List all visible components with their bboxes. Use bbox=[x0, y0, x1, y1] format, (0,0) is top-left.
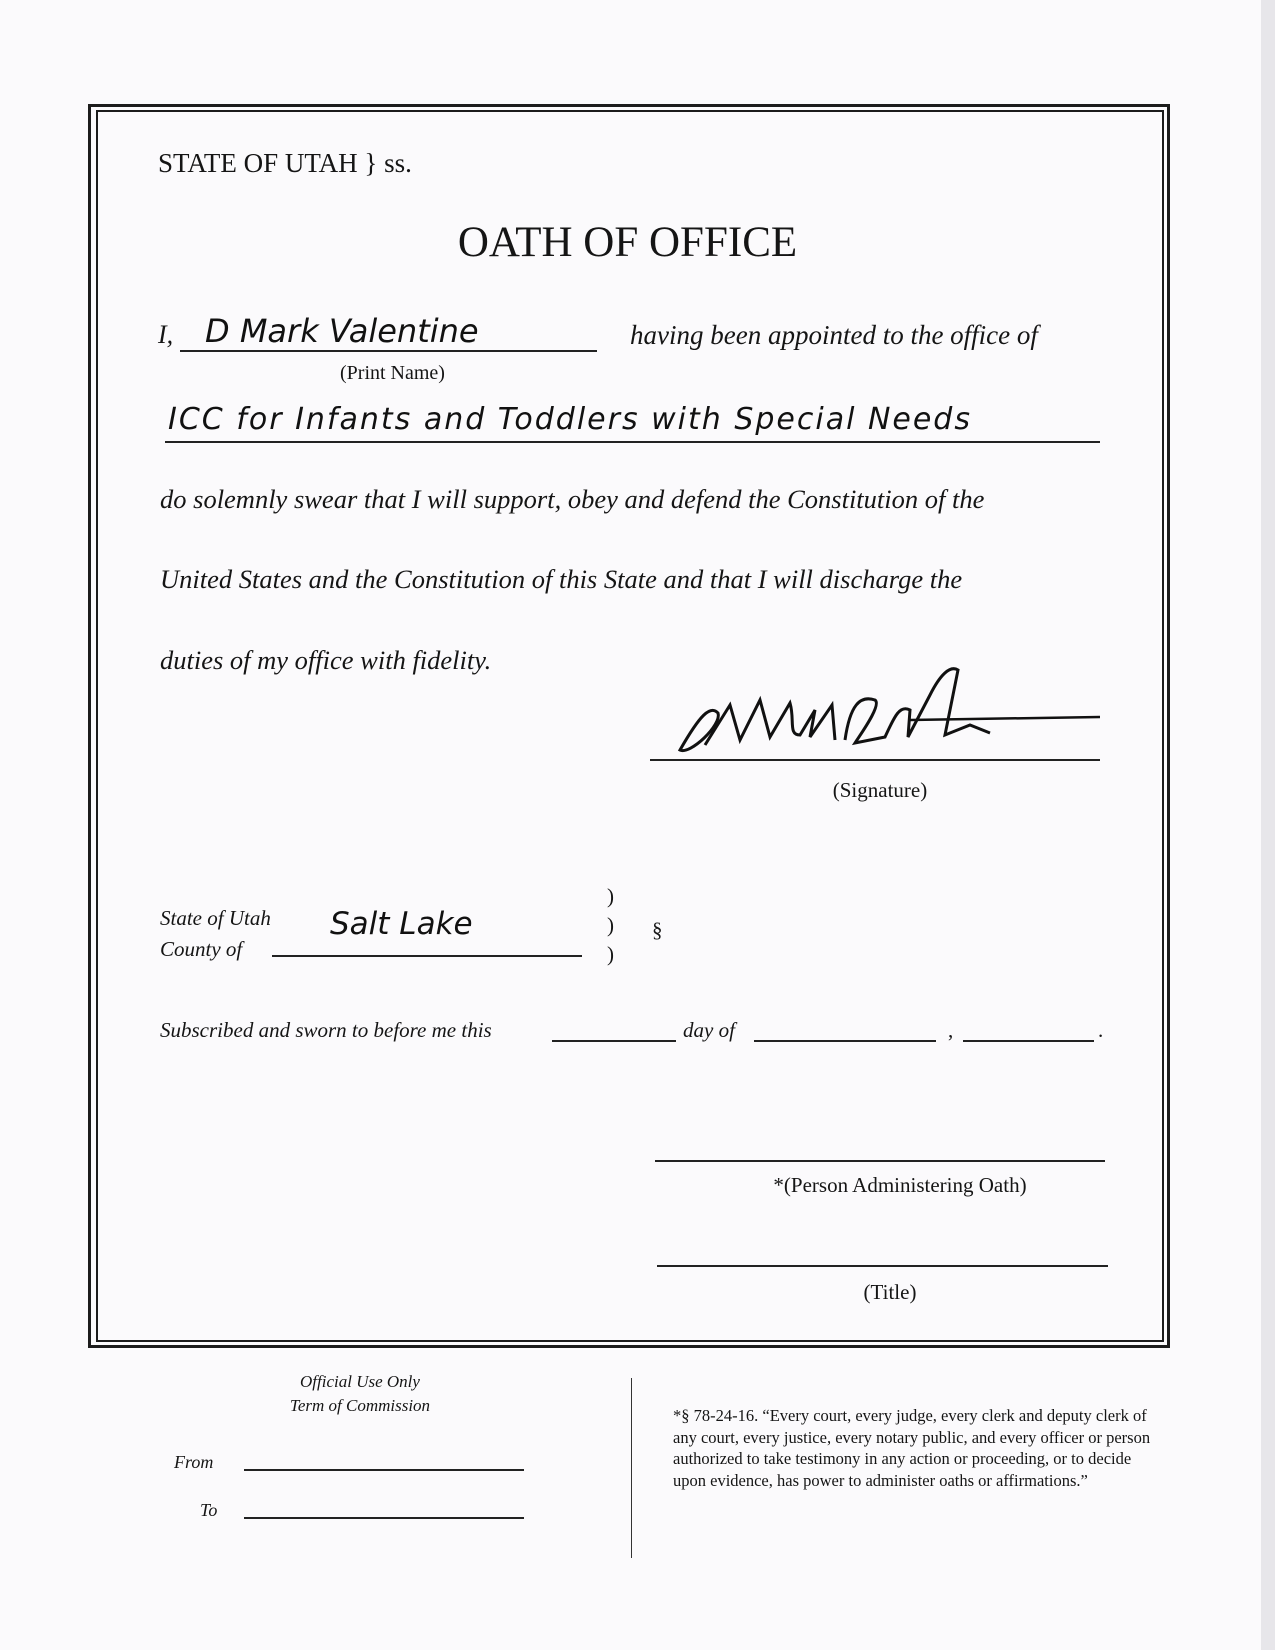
venue-paren-3: ) bbox=[607, 942, 614, 966]
office-field[interactable]: ICC for Infants and Toddlers with Special Needs bbox=[168, 402, 972, 437]
signature-text: D Mark Valentine bbox=[660, 665, 668, 666]
to-field[interactable] bbox=[244, 1517, 524, 1519]
venue-paren-2: ) bbox=[607, 913, 614, 937]
section-symbol: § bbox=[652, 918, 663, 942]
oath-text-line-1: do solemnly swear that I will support, obey and defend the Constitution of the bbox=[160, 484, 985, 514]
appointed-text: having been appointed to the office of bbox=[630, 320, 1038, 350]
print-name-line bbox=[180, 350, 597, 352]
oath-text-line-2: United States and the Constitution of this State and that I will discharge the bbox=[160, 564, 963, 594]
office-line bbox=[165, 441, 1100, 443]
statute-text: *§ 78-24-16. “Every court, every judge, every clerk and deputy clerk of any court, every justice, every notary public, and every officer or person authorized to take testimony in any action or proceeding, or to decide upon evidence, has power to administer oaths or affirmations.” bbox=[673, 1406, 1151, 1490]
date-period: . bbox=[1098, 1018, 1104, 1042]
print-name-field[interactable]: D Mark Valentine bbox=[205, 312, 479, 350]
print-name-caption: (Print Name) bbox=[340, 362, 445, 384]
official-use-label: Official Use Only bbox=[300, 1372, 420, 1391]
day-field[interactable] bbox=[552, 1040, 676, 1042]
oath-text-line-3: duties of my office with fidelity. bbox=[160, 645, 492, 675]
date-comma: , bbox=[948, 1018, 954, 1042]
from-label: From bbox=[174, 1452, 214, 1472]
venue-county-label: County of bbox=[160, 937, 243, 961]
administrator-signature-field[interactable] bbox=[655, 1160, 1105, 1162]
signature-image bbox=[660, 665, 1100, 765]
footer-divider bbox=[631, 1378, 632, 1558]
subscribed-text: Subscribed and sworn to before me this bbox=[160, 1018, 492, 1042]
day-of-label: day of bbox=[683, 1018, 735, 1042]
signature-line bbox=[650, 759, 1100, 761]
venue-paren-1: ) bbox=[607, 884, 614, 908]
county-line bbox=[272, 955, 582, 957]
month-field[interactable] bbox=[754, 1040, 936, 1042]
administrator-title-field[interactable] bbox=[657, 1265, 1108, 1267]
state-venue-line: STATE OF UTAH } ss. bbox=[158, 148, 412, 178]
venue-state-label: State of Utah bbox=[160, 906, 271, 930]
to-label: To bbox=[200, 1500, 218, 1520]
oath-i-label: I, bbox=[158, 320, 174, 349]
county-field[interactable]: Salt Lake bbox=[330, 906, 473, 942]
signature-caption: (Signature) bbox=[832, 778, 928, 802]
year-field[interactable] bbox=[963, 1040, 1094, 1042]
term-of-commission-label: Term of Commission bbox=[289, 1396, 431, 1415]
from-field[interactable] bbox=[244, 1469, 524, 1471]
title-caption: (Title) bbox=[863, 1280, 917, 1304]
administrator-caption: *(Person Administering Oath) bbox=[773, 1173, 1027, 1197]
page-edge-shadow bbox=[1261, 0, 1275, 1650]
page-title: OATH OF OFFICE bbox=[457, 219, 798, 266]
